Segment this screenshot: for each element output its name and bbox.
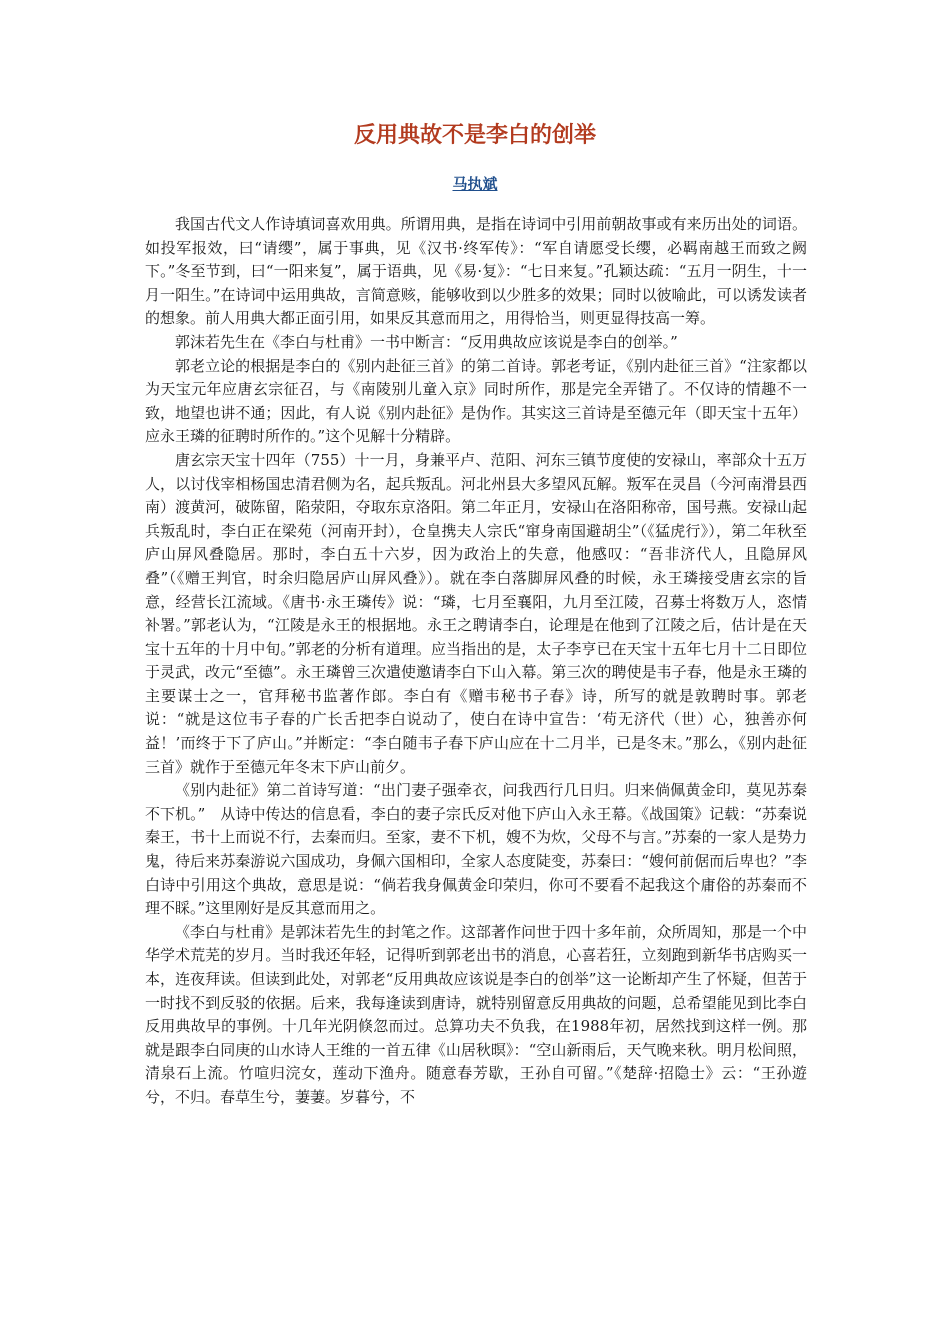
paragraph: 我国古代文人作诗填词喜欢用典。所谓用典，是指在诗词中引用前朝故事或有来历出处的词语。如投军报效，曰“请缨”，属于事典，见《汉书·终军传》：“军自请愿受长缨，必羁南越王而致之阙下。”冬至节到，曰“一阳来复”，属于语典，见《易·复》：“七日来复。”孔颖达疏：“五月一阴生，十一月一阳生。”在诗词中运用典故，言简意赅，能够收到以少胜多的效果；同时以彼喻此，可以诱发读者的想象。前人用典大都正面引用，如果反其意而用之，用得恰当，则更显得技高一筹。 [145,215,807,328]
author-byline [145,170,805,199]
paragraph: 《李白与杜甫》是郭沫若先生的封笔之作。这部著作问世于四十多年前，众所周知，那是一个中华学术荒芜的岁月。当时我还年轻，记得听到郭老出书的消息，心喜若狂，立刻跑到新华书店购买一本，连夜拜读。但读到此处，对郭老“反用典故应该说是李白的创举”这一论断却产生了怀疑，但苦于一时找不到反驳的依据。后来，我每逢读到唐诗，就特别留意反用典故的问题，总希望能见到比李白反用典故早的事例。十几年光阴倏忽而过。总算功夫不负我，在1988年初，居然找到这样一例。那就是跟李白同庚的山水诗人王维的一首五律《山居秋暝》：“空山新雨后，天气晚来秋。明月松间照，清泉石上流。竹喧归浣女，莲动下渔舟。随意春芳歇，王孙自可留。”《楚辞·招隐士》云：“王孙遊兮，不归。春草生兮，萋萋。岁暮兮，不 [145,922,807,1106]
paragraph: 《别内赴征》第二首诗写道：“出门妻子强牵衣，问我西行几日归。归来倘佩黄金印，莫见苏秦不下机。” 从诗中传达的信息看，李白的妻子宗氏反对他下庐山入永王幕。《战国策》记载：“苏秦说秦王，书十上而说不行，去秦而归。至家，妻不下机，嫂不为炊，父母不与言。”苏秦的一家人是势力鬼，待后来苏秦游说六国成功，身佩六国相印，全家人态度陡变，苏秦曰：“嫂何前倨而后卑也？”李白诗中引用这个典故，意思是说：“倘若我身佩黄金印荣归，你可不要看不起我这个庸俗的苏秦而不理不睬。”这里刚好是反其意而用之。 [145,781,807,918]
author-link[interactable]: 马执斌 [452,175,498,193]
article-body [145,213,807,1110]
paragraph: 郭老立论的根据是李白的《别内赴征三首》的第二首诗。郭老考证，《别内赴征三首》“注家都以为天宝元年应唐玄宗征召，与《南陵别儿童入京》同时所作，那是完全弄错了。不仅诗的情趣不一致，地望也讲不通；因此，有人说《别内赴征》是伪作。其实这三首诗是至德元年（即天宝十五年）应永王璘的征聘时所作的。”这个见解十分精辟。 [145,356,807,446]
paragraph: 郭沫若先生在《李白与杜甫》一书中断言：“反用典故应该说是李白的创举。” [175,332,678,351]
article-title: 反用典故不是李白的创举 [353,123,596,148]
paragraph: 唐玄宗天宝十四年（755）十一月，身兼平卢、范阳、河东三镇节度使的安禄山，率部众十五万人，以讨伐宰相杨国忠清君侧为名，起兵叛乱。河北州县大多望风瓦解。叛军在灵昌（今河南滑县西南）渡黄河，破陈留，陷荥阳，夺取东京洛阳。第二年正月，安禄山在洛阳称帝，国号燕。安禄山起兵叛乱时，李白正在梁苑（河南开封），仓皇携夫人宗氏“窜身南国避胡尘”（《猛虎行》），第二年秋至庐山屏风叠隐居。那时，李白五十六岁，因为政治上的失意，他感叹：“吾非济代人，且隐屏风叠”（《赠王判官，时余归隐居庐山屏风叠》）。就在李白落脚屏风叠的时候，永王璘接受唐玄宗的旨意，经营长江流域。《唐书·永王璘传》说：“璘，七月至襄阳，九月至江陵，召募士将数万人，恣情补署。”郭老认为，“江陵是永王的根据地。永王之聘请李白，论理是在他到了江陵之后，估计是在天宝十五年的十月中旬。”郭老的分析有道理。应当指出的是，太子李亨已在天宝十五年七月十二日即位于灵武，改元“至德”。永王璘曾三次遣使邀请李白下山入幕。第三次的聘使是韦子春，他是永王璘的主要谋士之一，官拜秘书监著作郎。李白有《赠韦秘书子春》诗，所写的就是敦聘时事。郭老说：“就是这位韦子春的广长舌把李白说动了，使白在诗中宣告：‘苟无济代（世）心，独善亦何益！’而终于下了庐山。”并断定：“李白随韦子春下庐山应在十二月半，已是冬末。”那么，《别内赴征三首》就作于至德元年冬末下庐山前夕。 [145,450,807,776]
